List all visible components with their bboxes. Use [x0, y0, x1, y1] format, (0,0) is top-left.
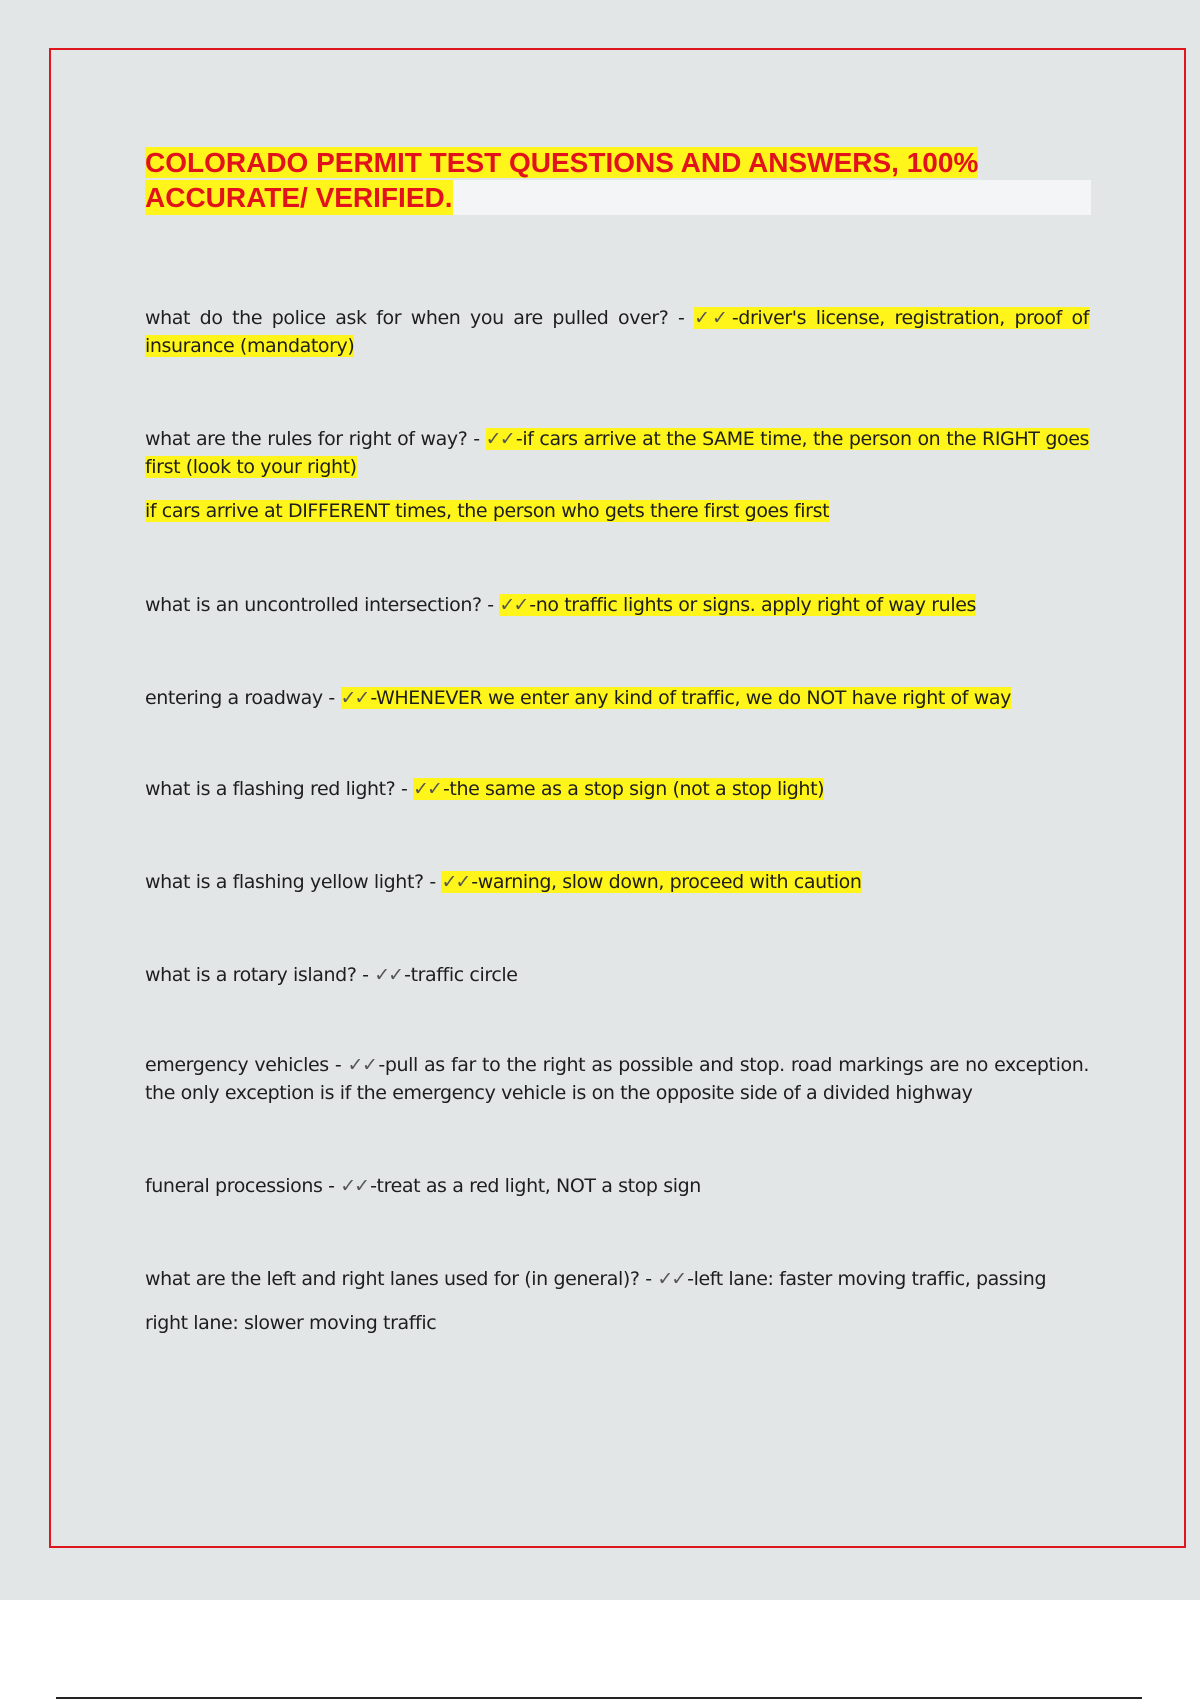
double-check-icon: ✓✓	[340, 1175, 369, 1197]
separator: -	[467, 428, 486, 450]
double-check-icon: ✓✓	[499, 594, 528, 616]
answer-text: -WHENEVER we enter any kind of traffic, we do NOT have right of way	[370, 687, 1011, 709]
answer-extra	[145, 1309, 1089, 1337]
double-check-icon: ✓✓	[694, 307, 730, 329]
answer	[340, 1175, 701, 1197]
qa-paragraph	[145, 304, 1089, 360]
answer-text: -pull as far to the right as possible and stop. road markings are no exception. the only exception is if the emergency vehicle is on the opposite side of a divided highway	[145, 1054, 1089, 1104]
qa-item	[145, 304, 1089, 360]
qa-item	[145, 868, 1089, 896]
qa-item	[145, 425, 1089, 525]
answer-text: -traffic circle	[404, 964, 518, 986]
title-line-2-text: ACCURATE/ VERIFIED.	[145, 182, 453, 213]
qa-item	[145, 591, 1089, 619]
qa-paragraph	[145, 425, 1089, 481]
answer-extra	[145, 497, 1089, 525]
footer-rule	[56, 1697, 1142, 1699]
question-text: what is a rotary island?	[145, 964, 357, 986]
separator: -	[668, 307, 695, 329]
qa-paragraph	[145, 775, 1089, 803]
qa-paragraph	[145, 684, 1089, 712]
question-text: funeral processions	[145, 1175, 323, 1197]
answer	[441, 871, 861, 893]
answer-text: -left lane: faster moving traffic, passing	[687, 1268, 1047, 1290]
separator: -	[322, 1175, 341, 1197]
title-highlight-trail	[453, 180, 1092, 215]
question-text: what is a flashing red light?	[145, 778, 396, 800]
answer-extra-text: right lane: slower moving traffic	[145, 1312, 437, 1334]
separator: -	[639, 1268, 658, 1290]
double-check-icon: ✓✓	[657, 1268, 686, 1290]
qa-item	[145, 1172, 1089, 1200]
title-line-2	[145, 180, 1091, 215]
answer-text: -no traffic lights or signs. apply right of way rules	[529, 594, 976, 616]
qa-item	[145, 1051, 1089, 1107]
separator: -	[322, 687, 341, 709]
separator: -	[395, 778, 414, 800]
answer-extra-text: if cars arrive at DIFFERENT times, the person who gets there first goes first	[145, 500, 830, 522]
double-check-icon: ✓✓	[340, 687, 369, 709]
answer-text: -treat as a red light, NOT a stop sign	[370, 1175, 701, 1197]
answer-text: -driver's license, registration, proof of insurance (mandatory)	[145, 307, 1089, 357]
answer	[413, 778, 824, 800]
qa-item	[145, 1265, 1089, 1337]
double-check-icon: ✓✓	[441, 871, 470, 893]
answer	[374, 964, 517, 986]
document-title	[145, 145, 1091, 215]
question-text: what is an uncontrolled intersection?	[145, 594, 482, 616]
title-line-1-text: COLORADO PERMIT TEST QUESTIONS AND ANSWERS, 100%	[145, 147, 979, 178]
question-text: entering a roadway	[145, 687, 323, 709]
question-text: what is a flashing yellow light?	[145, 871, 424, 893]
separator: -	[481, 594, 500, 616]
qa-paragraph	[145, 1265, 1089, 1293]
separator: -	[356, 964, 375, 986]
answer	[499, 594, 976, 616]
answer-text: -the same as a stop sign (not a stop light)	[442, 778, 825, 800]
answer	[341, 687, 1011, 709]
answer	[657, 1268, 1046, 1290]
question-text: emergency vehicles	[145, 1054, 329, 1076]
qa-paragraph	[145, 1172, 1089, 1200]
double-check-icon: ✓✓	[374, 964, 403, 986]
qa-item	[145, 684, 1089, 712]
question-text: what are the left and right lanes used for (in general)?	[145, 1268, 640, 1290]
double-check-icon: ✓✓	[485, 428, 514, 450]
separator: -	[328, 1054, 348, 1076]
question-text: what do the police ask for when you are pulled over?	[145, 307, 669, 329]
title-line-1	[145, 145, 1091, 180]
qa-paragraph	[145, 591, 1089, 619]
question-text: what are the rules for right of way?	[145, 428, 468, 450]
answer-text: -warning, slow down, proceed with caution	[471, 871, 862, 893]
answer-text: -if cars arrive at the SAME time, the person on the RIGHT goes first (look to your right)	[145, 428, 1090, 478]
qa-item	[145, 961, 1089, 989]
qa-paragraph	[145, 868, 1089, 896]
qa-item	[145, 775, 1089, 803]
double-check-icon: ✓✓	[347, 1054, 377, 1076]
qa-paragraph	[145, 1051, 1089, 1107]
qa-paragraph	[145, 961, 1089, 989]
separator: -	[423, 871, 442, 893]
double-check-icon: ✓✓	[413, 778, 441, 800]
